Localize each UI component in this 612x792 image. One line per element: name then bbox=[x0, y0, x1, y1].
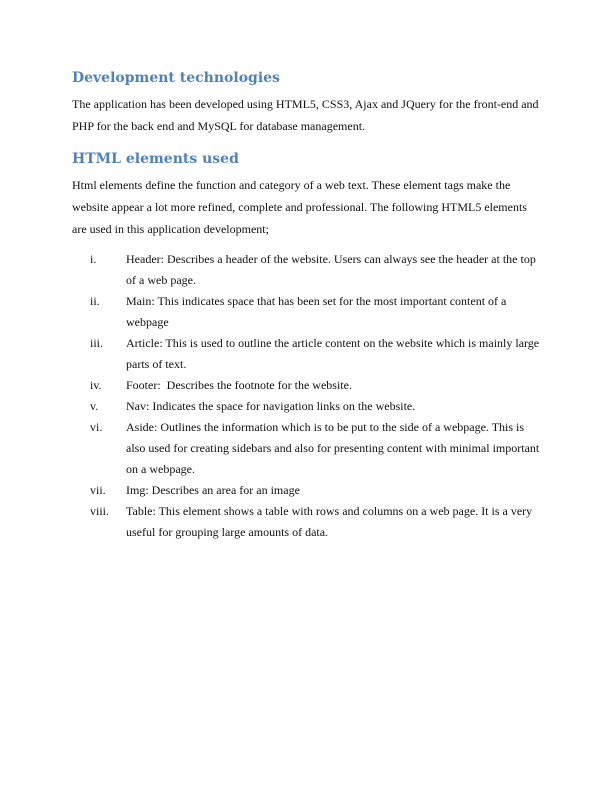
list-item-main bbox=[72, 291, 540, 333]
paragraph-development-technologies: The application has been developed using HTML5, CSS3, Ajax and JQuery for the front-end and PHP for the back end and MySQL for database management. bbox=[72, 97, 539, 133]
list-item-text: Main: This indicates space that has been set for the most important content of a webpage bbox=[126, 294, 507, 329]
html-elements-list bbox=[72, 249, 540, 543]
list-item-header bbox=[72, 249, 540, 291]
list-item-table bbox=[72, 501, 540, 543]
section-spacer bbox=[72, 137, 540, 149]
list-item-text: Header: Describes a header of the website. Users can always see the header at the top of a web page. bbox=[126, 252, 536, 287]
list-number: iii. bbox=[90, 336, 104, 350]
list-item-text: Article: This is used to outline the article content on the website which is mainly large parts of text. bbox=[126, 336, 540, 371]
paragraph-html-elements-intro: Html elements define the function and category of a web text. These element tags make the website appear a lot more refined, complete and professional. The following HTML5 elements are used in this application development; bbox=[72, 178, 527, 236]
list-number: vii. bbox=[90, 483, 106, 497]
list-item-text: Aside: Outlines the information which is to be put to the side of a webpage. This is also used for creating sidebars and also for presenting content with minimal important on a webpage. bbox=[126, 420, 540, 476]
heading-html-elements-used: HTML elements used bbox=[72, 151, 239, 167]
list-item-text: Table: This element shows a table with rows and columns on a web page. It is a very useful for grouping large amounts of data. bbox=[126, 504, 533, 539]
list-number: viii. bbox=[90, 504, 110, 518]
list-item-img bbox=[72, 480, 540, 501]
list-item-nav bbox=[72, 396, 540, 417]
list-number: v. bbox=[90, 399, 99, 413]
list-number: vi. bbox=[90, 420, 103, 434]
list-item-text: Img: Describes an area for an image bbox=[126, 483, 300, 497]
list-number: ii. bbox=[90, 294, 100, 308]
list-item-text: Nav: Indicates the space for navigation links on the website. bbox=[126, 399, 416, 413]
list-item-aside bbox=[72, 417, 540, 480]
list-item-article bbox=[72, 333, 540, 375]
list-item-footer bbox=[72, 375, 540, 396]
list-number: i. bbox=[90, 252, 97, 266]
list-number: iv. bbox=[90, 378, 102, 392]
list-item-text: Footer: Describes the footnote for the website. bbox=[126, 378, 352, 392]
heading-development-technologies: Development technologies bbox=[72, 70, 280, 86]
